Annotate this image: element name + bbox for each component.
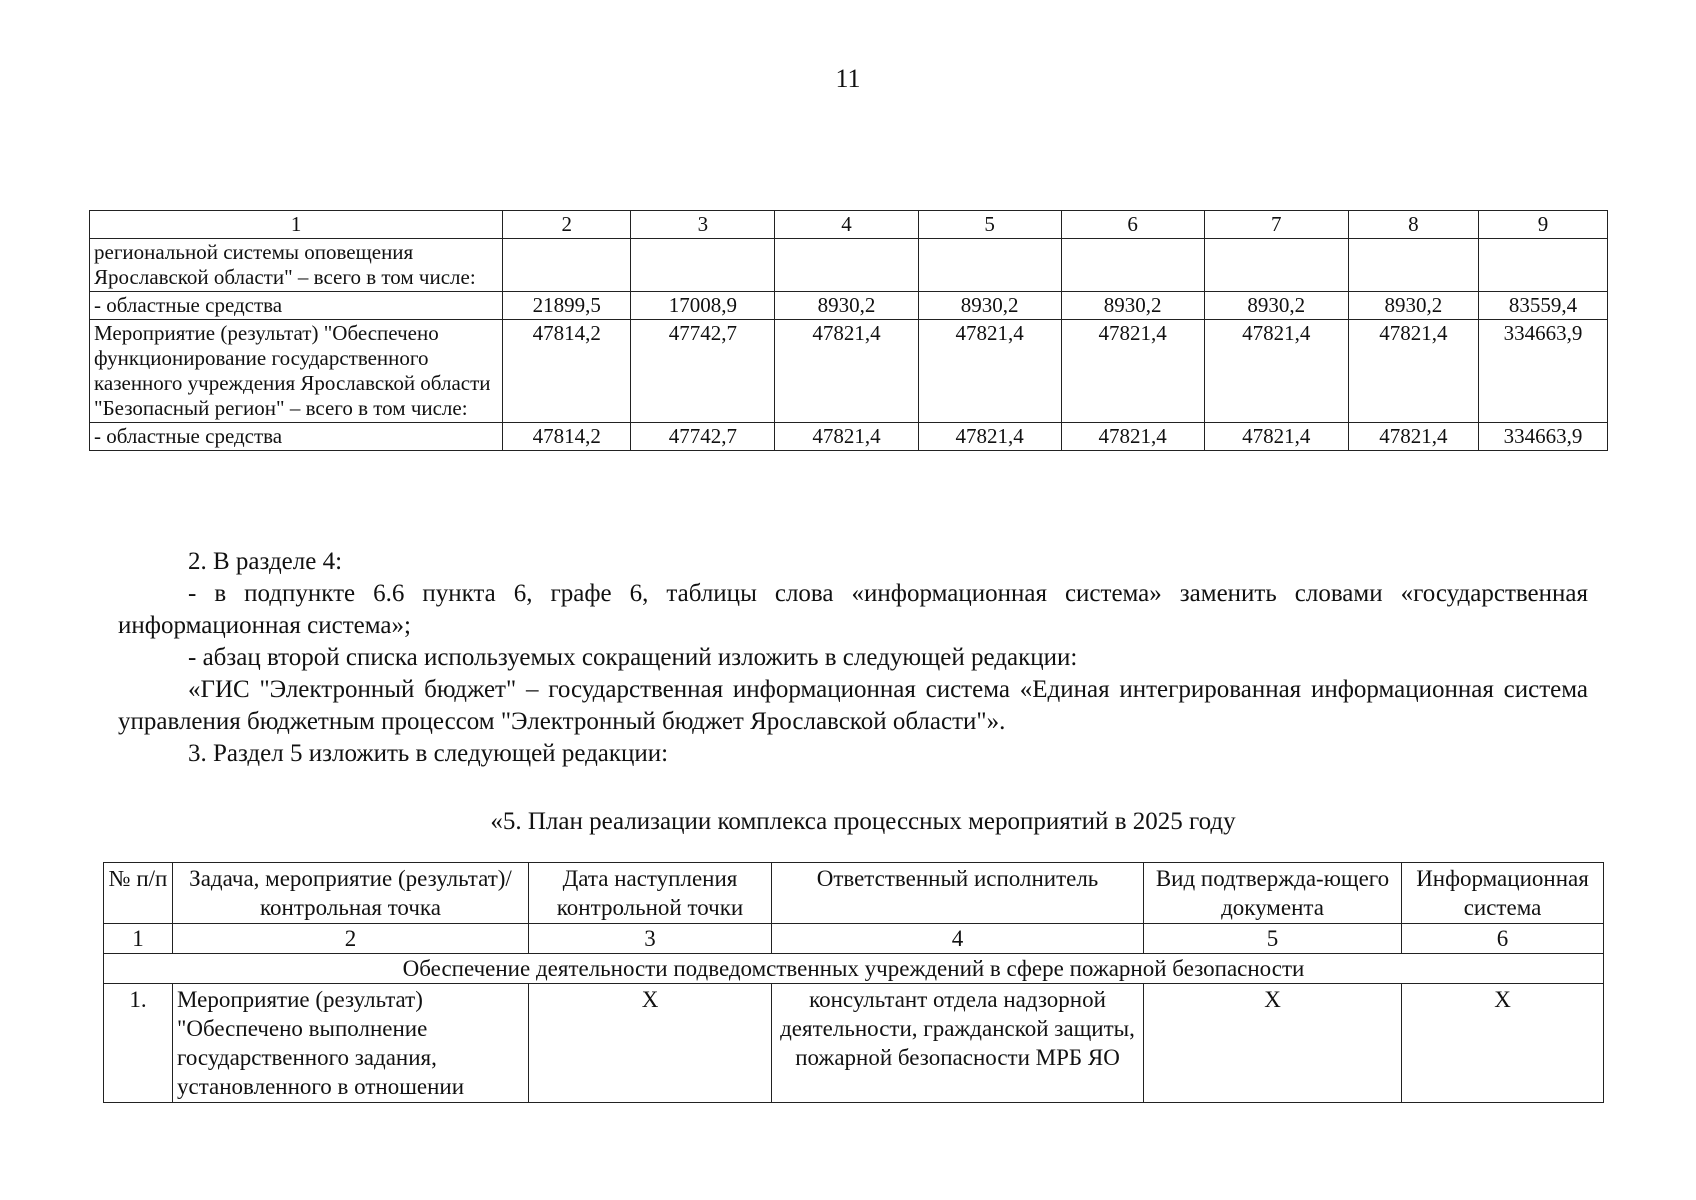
value-cell	[503, 239, 631, 292]
section-title: «5. План реализации комплекса процессных мероприятий в 2025 году	[490, 808, 1236, 835]
plan-table-header	[104, 863, 1604, 924]
column-number: 3	[529, 924, 772, 954]
column-header: Ответственный исполнитель	[772, 863, 1144, 924]
value-cell: 8930,2	[775, 292, 918, 320]
row-label: Мероприятие (результат) "Обеспечено функционирование государственного казенного учреждения Ярославской области "Безопасный регион" – всего в том числе:	[90, 320, 503, 423]
amendment-text	[118, 546, 1588, 770]
column-number-row	[104, 924, 1604, 954]
table-row	[90, 423, 1608, 451]
column-header: Информационная система	[1402, 863, 1604, 924]
task-cell: Мероприятие (результат) "Обеспечено выполнение государственного задания, установленного в отношении	[173, 984, 529, 1103]
plan-table	[103, 862, 1604, 1103]
column-number: 5	[1144, 924, 1402, 954]
paragraph: «ГИС "Электронный бюджет" – государственная информационная система «Единая интегрированная информационная система управления бюджетным процессом "Электронный бюджет Ярославской области"».	[118, 676, 1588, 735]
column-number: 4	[775, 211, 918, 239]
value-cell	[775, 239, 918, 292]
system-cell: Х	[1402, 984, 1604, 1103]
paragraph: - абзац второй списка используемых сокращений изложить в следующей редакции:	[188, 644, 1078, 671]
value-cell: 8930,2	[1061, 292, 1204, 320]
funding-table-header	[90, 211, 1608, 239]
value-cell: 47814,2	[503, 423, 631, 451]
value-cell: 47821,4	[1348, 423, 1478, 451]
funding-table	[89, 210, 1608, 451]
value-cell: 47821,4	[775, 423, 918, 451]
paragraph: 3. Раздел 5 изложить в следующей редакции:	[188, 740, 669, 767]
value-cell	[1204, 239, 1348, 292]
value-cell: 47821,4	[1061, 320, 1204, 423]
document-cell: Х	[1144, 984, 1402, 1103]
table-row	[90, 239, 1608, 292]
value-cell: 47742,7	[631, 320, 775, 423]
date-cell: Х	[529, 984, 772, 1103]
value-cell: 8930,2	[918, 292, 1061, 320]
value-cell: 47821,4	[1348, 320, 1478, 423]
value-cell: 83559,4	[1478, 292, 1607, 320]
column-number: 6	[1402, 924, 1604, 954]
value-cell: 8930,2	[1348, 292, 1478, 320]
row-number: 1.	[104, 984, 173, 1103]
column-number: 2	[503, 211, 631, 239]
section-heading: Обеспечение деятельности подведомственных учреждений в сфере пожарной безопасности	[104, 954, 1604, 984]
value-cell	[918, 239, 1061, 292]
value-cell: 334663,9	[1478, 423, 1607, 451]
column-header: Дата наступления контрольной точки	[529, 863, 772, 924]
row-label: региональной системы оповещения Ярославской области" – всего в том числе:	[90, 239, 503, 292]
value-cell: 47821,4	[918, 320, 1061, 423]
value-cell	[1348, 239, 1478, 292]
value-cell: 21899,5	[503, 292, 631, 320]
table-row	[90, 320, 1608, 423]
row-label: - областные средства	[90, 292, 503, 320]
value-cell: 47821,4	[1204, 423, 1348, 451]
value-cell: 47821,4	[918, 423, 1061, 451]
column-number: 4	[772, 924, 1144, 954]
column-number: 9	[1478, 211, 1607, 239]
value-cell: 47821,4	[1204, 320, 1348, 423]
value-cell: 334663,9	[1478, 320, 1607, 423]
section-row	[104, 954, 1604, 984]
value-cell: 8930,2	[1204, 292, 1348, 320]
column-number: 6	[1061, 211, 1204, 239]
value-cell	[631, 239, 775, 292]
value-cell: 47814,2	[503, 320, 631, 423]
value-cell: 47742,7	[631, 423, 775, 451]
column-number: 2	[173, 924, 529, 954]
page-number: 11	[835, 64, 861, 93]
table-row	[90, 292, 1608, 320]
column-number: 5	[918, 211, 1061, 239]
value-cell: 47821,4	[1061, 423, 1204, 451]
value-cell	[1478, 239, 1607, 292]
paragraph: - в подпункте 6.6 пункта 6, графе 6, таблицы слова «информационная система» заменить словами «государственная информационная система»;	[118, 580, 1588, 639]
column-number: 1	[104, 924, 173, 954]
column-header: № п/п	[104, 863, 173, 924]
value-cell: 47821,4	[775, 320, 918, 423]
value-cell	[1061, 239, 1204, 292]
column-number: 1	[90, 211, 503, 239]
column-number: 8	[1348, 211, 1478, 239]
executor-cell: консультант отдела надзорной деятельности, гражданской защиты, пожарной безопасности МРБ ЯО	[772, 984, 1144, 1103]
value-cell: 17008,9	[631, 292, 775, 320]
row-label: - областные средства	[90, 423, 503, 451]
column-number: 7	[1204, 211, 1348, 239]
table-row	[104, 984, 1604, 1103]
column-number: 3	[631, 211, 775, 239]
paragraph: 2. В разделе 4:	[188, 548, 343, 575]
column-header: Вид подтвержда-ющего документа	[1144, 863, 1402, 924]
column-header: Задача, мероприятие (результат)/ контрольная точка	[173, 863, 529, 924]
